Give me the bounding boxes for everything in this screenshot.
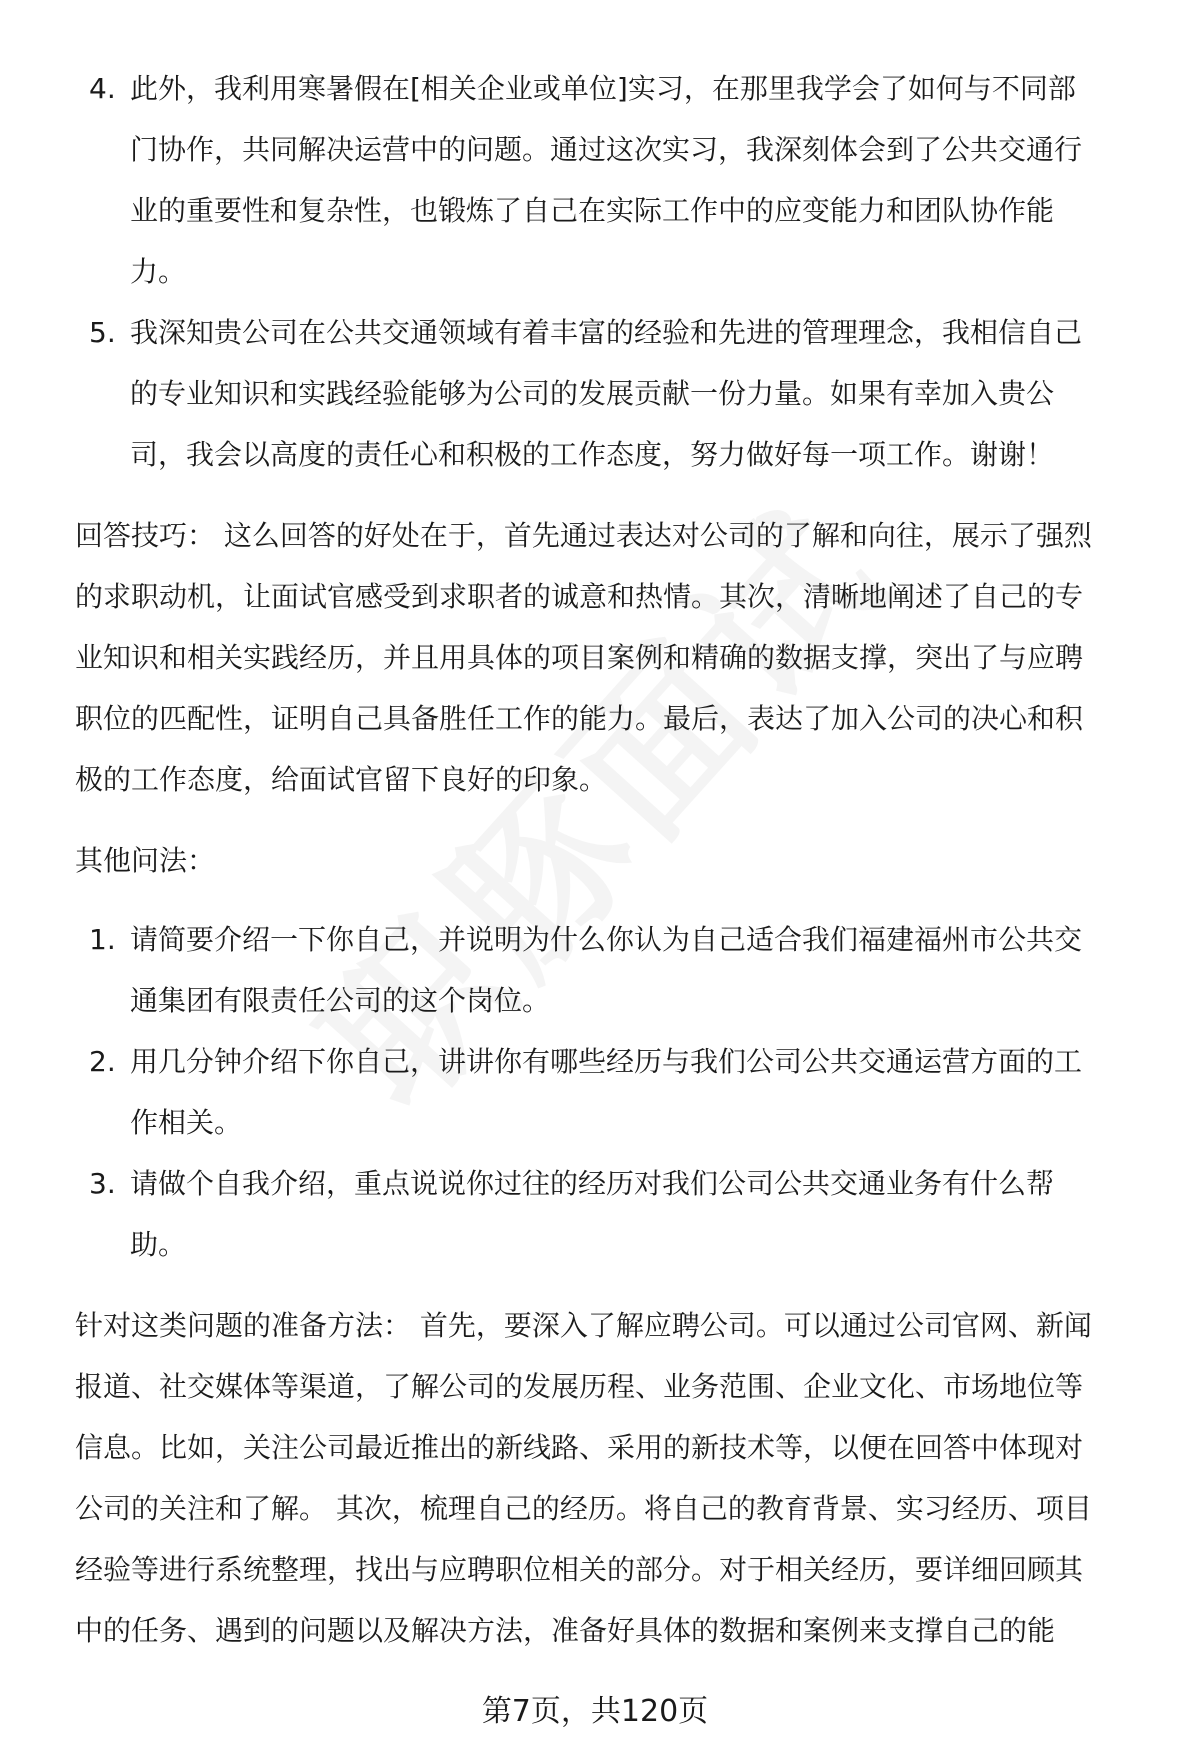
text-line: 用几分钟介绍下你自己，讲讲你有哪些经历与我们公司公共交通运营方面的工 — [130, 1045, 1083, 1078]
list-item — [75, 1153, 1175, 1275]
text-line: 报道、社交媒体等渠道，了解公司的发展历程、业务范围、企业文化、市场地位等 — [75, 1370, 1084, 1403]
text-line: 信息。比如，关注公司最近推出的新线路、采用的新技术等，以便在回答中体现对 — [75, 1431, 1084, 1464]
text-line: 公司的关注和了解。 其次，梳理自己的经历。将自己的教育背景、实习经历、项目 — [75, 1492, 1092, 1525]
text-line: 回答技巧： 这么回答的好处在于，首先通过表达对公司的了解和向往，展示了强烈 — [75, 519, 1092, 552]
text-line: 司，我会以高度的责任心和积极的工作态度，努力做好每一项工作。谢谢！ — [130, 438, 1055, 471]
text-line: 力。 — [130, 255, 187, 288]
answer-list — [75, 58, 1175, 485]
other-questions-heading: 其他问法： — [75, 844, 216, 877]
list-number: 3. — [89, 1167, 116, 1200]
text-line: 职位的匹配性，证明自己具备胜任工作的能力。最后，表达了加入公司的决心和积 — [75, 702, 1084, 735]
text-line: 作相关。 — [130, 1106, 243, 1139]
list-number: 1. — [89, 923, 116, 956]
prep-paragraph — [75, 1295, 1175, 1661]
text-line: 业知识和相关实践经历，并且用具体的项目案例和精确的数据支撑，突出了与应聘 — [75, 641, 1084, 674]
list-item — [75, 1031, 1175, 1153]
text-line: 此外，我利用寒暑假在[相关企业或单位]实习，在那里我学会了如何与不同部 — [130, 72, 1076, 105]
text-line: 中的任务、遇到的问题以及解决方法，准备好具体的数据和案例来支撑自己的能 — [75, 1614, 1056, 1647]
list-number: 5. — [89, 316, 116, 349]
page-content — [75, 58, 1175, 1661]
text-line: 业的重要性和复杂性，也锻炼了自己在实际工作中的应变能力和团队协作能 — [130, 194, 1055, 227]
text-line: 助。 — [130, 1228, 187, 1261]
page-number-footer: 第7页，共120页 — [481, 1694, 709, 1729]
list-item — [75, 58, 1175, 302]
list-item — [75, 302, 1175, 485]
text-line: 门协作，共同解决运营中的问题。通过这次实习，我深刻体会到了公共交通行 — [130, 133, 1083, 166]
text-line: 的求职动机，让面试官感受到求职者的诚意和热情。其次，清晰地阐述了自己的专 — [75, 580, 1084, 613]
tips-paragraph — [75, 505, 1175, 810]
text-line: 我深知贵公司在公共交通领域有着丰富的经验和先进的管理理念，我相信自己 — [130, 316, 1083, 349]
text-line: 经验等进行系统整理，找出与应聘职位相关的部分。对于相关经历，要详细回顾其 — [75, 1553, 1084, 1586]
list-item — [75, 909, 1175, 1031]
text-line: 的专业知识和实践经验能够为公司的发展贡献一份力量。如果有幸加入贵公 — [130, 377, 1055, 410]
text-line: 请简要介绍一下你自己，并说明为什么你认为自己适合我们福建福州市公共交 — [130, 923, 1083, 956]
text-line: 通集团有限责任公司的这个岗位。 — [130, 984, 551, 1017]
text-line: 请做个自我介绍，重点说说你过往的经历对我们公司公共交通业务有什么帮 — [130, 1167, 1055, 1200]
other-questions-list — [75, 909, 1175, 1275]
text-line: 针对这类问题的准备方法： 首先，要深入了解应聘公司。可以通过公司官网、新闻 — [75, 1309, 1092, 1342]
list-number: 2. — [89, 1045, 116, 1078]
text-line: 极的工作态度，给面试官留下良好的印象。 — [75, 763, 608, 796]
list-number: 4. — [89, 72, 116, 105]
